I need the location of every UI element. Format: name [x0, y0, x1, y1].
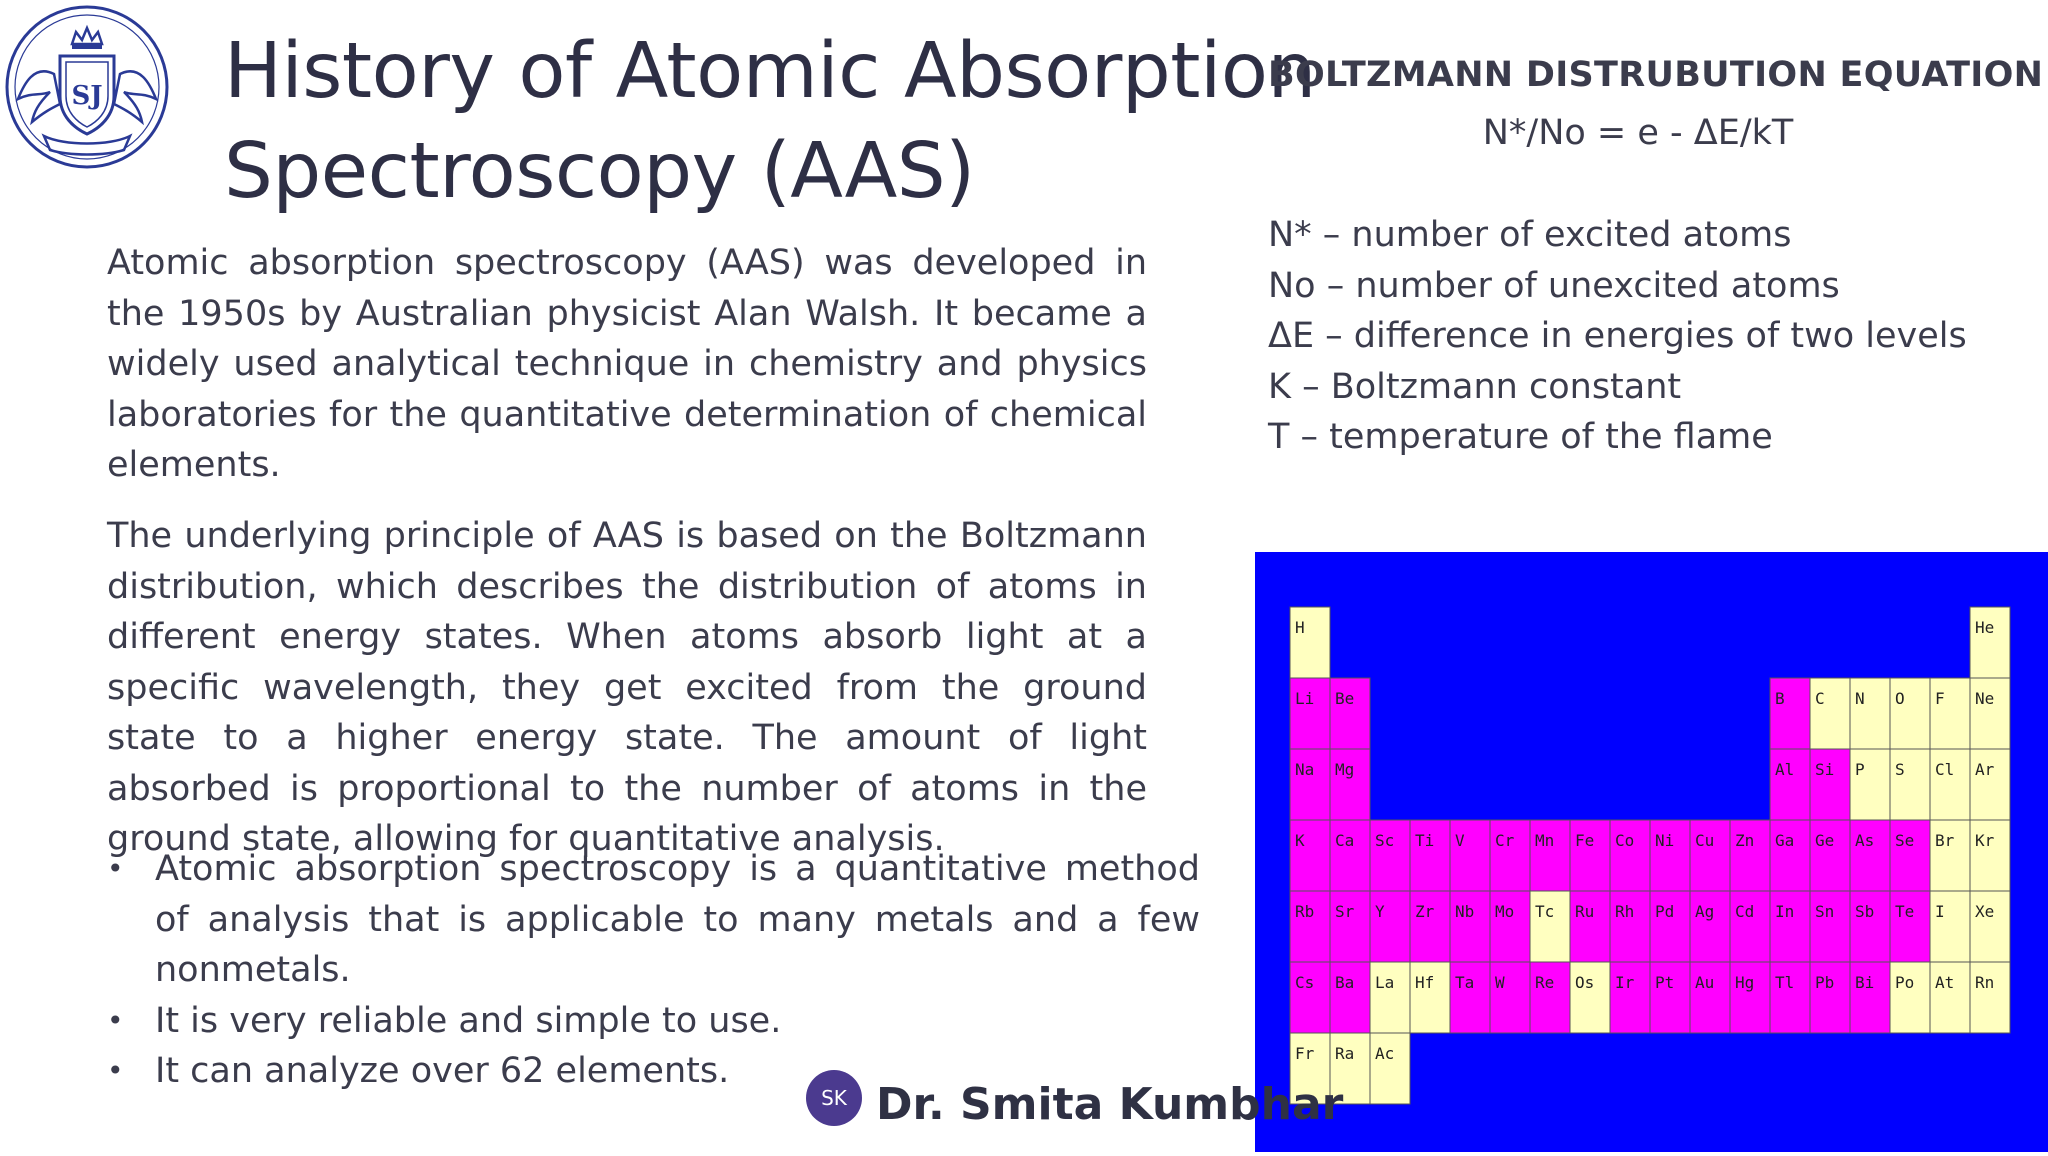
element-symbol: Ta: [1455, 973, 1475, 992]
element-cell: [1730, 891, 1770, 962]
element-cell: [1770, 749, 1810, 820]
element-cell: [1370, 962, 1410, 1033]
element-cell: [1770, 678, 1810, 749]
intro-paragraph: Atomic absorption spectroscopy (AAS) was developed in the 1950s by Australian physicist Alan Walsh. It became a widely used analytical technique in chemistry and physics laboratories for the quantitative determination of chemical elements.: [107, 243, 1147, 485]
element-symbol: Al: [1775, 760, 1795, 779]
element-symbol: Nb: [1455, 902, 1475, 921]
element-cell: [1970, 820, 2010, 891]
element-cell: [1970, 891, 2010, 962]
element-cell: [1690, 820, 1730, 891]
element-cell: [1690, 891, 1730, 962]
element-symbol: Sc: [1375, 831, 1395, 850]
element-symbol: Si: [1815, 760, 1835, 779]
bullet-text: It can analyze over 62 elements.: [155, 1051, 730, 1091]
element-symbol: Xe: [1975, 902, 1995, 921]
equation-formula: N*/No = e - ΔE/kT: [1482, 113, 1794, 153]
element-cell: [1330, 749, 1370, 820]
element-symbol: Ca: [1335, 831, 1355, 850]
element-symbol: Sb: [1855, 902, 1875, 921]
definition-item: N* – number of excited atoms: [1268, 215, 1792, 255]
element-cell: [1770, 891, 1810, 962]
element-symbol: Zr: [1415, 902, 1435, 921]
bullet-text: It is very reliable and simple to use.: [155, 1000, 782, 1041]
element-symbol: Cu: [1695, 831, 1715, 850]
element-symbol: Cr: [1495, 831, 1515, 850]
element-symbol: Ru: [1575, 902, 1595, 921]
element-cell: [1290, 607, 1330, 678]
element-cell: [1810, 749, 1850, 820]
element-symbol: O: [1895, 689, 1905, 708]
element-symbol: Na: [1295, 760, 1315, 779]
definition-list: [1268, 210, 1967, 463]
element-cell: [1290, 749, 1330, 820]
bullet-item: [107, 996, 1167, 1047]
element-cell: [1810, 891, 1850, 962]
element-symbol: Cs: [1295, 973, 1315, 992]
bullet-icon: •: [107, 1003, 124, 1037]
element-cell: [1370, 1033, 1410, 1104]
equation-heading: BOLTZMANN DISTRUBUTION EQUATION: [1268, 55, 2044, 95]
element-cell: [1570, 962, 1610, 1033]
element-symbol: V: [1455, 831, 1465, 850]
element-symbol: Hg: [1735, 973, 1755, 992]
definition-item: T – temperature of the flame: [1268, 417, 1773, 457]
element-symbol: Pd: [1655, 902, 1675, 921]
element-symbol: K: [1295, 831, 1305, 850]
element-symbol: Hf: [1415, 973, 1435, 992]
element-symbol: Te: [1895, 902, 1915, 921]
element-symbol: Ra: [1335, 1044, 1355, 1063]
element-cell: [1490, 891, 1530, 962]
element-cell: [1330, 891, 1370, 962]
element-symbol: Ir: [1615, 973, 1635, 992]
element-cell: [1730, 820, 1770, 891]
page-title: [224, 22, 1316, 222]
element-symbol: Sr: [1335, 902, 1355, 921]
element-cell: [1930, 891, 1970, 962]
element-symbol: Ge: [1815, 831, 1835, 850]
element-symbol: In: [1775, 902, 1795, 921]
element-symbol: Ga: [1775, 831, 1795, 850]
element-cell: [1890, 962, 1930, 1033]
element-cell: [1810, 962, 1850, 1033]
element-cell: [1930, 820, 1970, 891]
bullet-icon: •: [107, 1054, 124, 1087]
element-symbol: Ac: [1375, 1044, 1395, 1063]
definition-item: ΔE – difference in energies of two levels: [1268, 316, 1967, 356]
element-symbol: Pb: [1815, 973, 1835, 992]
element-cell: [1330, 962, 1370, 1033]
element-symbol: Mo: [1495, 902, 1515, 921]
element-symbol: Ti: [1415, 831, 1435, 850]
author-name: Dr. Smita Kumbhar: [876, 1079, 1344, 1130]
element-cell: [1570, 820, 1610, 891]
element-cell: [1290, 962, 1330, 1033]
element-cell: [1410, 891, 1450, 962]
element-symbol: Cd: [1735, 902, 1755, 921]
element-symbol: Ne: [1975, 689, 1995, 708]
element-cell: [1450, 962, 1490, 1033]
element-symbol: Fe: [1575, 831, 1595, 850]
element-cell: [1530, 962, 1570, 1033]
element-cell: [1530, 891, 1570, 962]
element-cell: [1330, 678, 1370, 749]
element-cell: [1850, 962, 1890, 1033]
element-symbol: Be: [1335, 689, 1355, 708]
element-symbol: Tc: [1535, 902, 1555, 921]
element-cell: [1850, 678, 1890, 749]
element-symbol: Br: [1935, 831, 1955, 850]
element-symbol: He: [1975, 618, 1995, 637]
element-symbol: Ni: [1655, 831, 1675, 850]
principle-paragraph: The underlying principle of AAS is based on the Boltzmann distribution, which describes the distribution of atoms in different energy states. When atoms absorb light at a specific wavelength, they get excited from the ground state to a higher energy state. The amount of light absorbed is proportional to the number of atoms in the ground state, allowing for quantitative analysis.: [107, 516, 1147, 859]
element-symbol: C: [1815, 689, 1825, 708]
element-cell: [1330, 820, 1370, 891]
element-symbol: Pt: [1655, 973, 1675, 992]
element-cell: [1290, 820, 1330, 891]
element-cell: [1690, 962, 1730, 1033]
element-symbol: N: [1855, 689, 1865, 708]
element-cell: [1930, 749, 1970, 820]
element-cell: [1890, 891, 1930, 962]
element-cell: [1890, 820, 1930, 891]
definition-item: K – Boltzmann constant: [1268, 366, 1682, 407]
element-cell: [1410, 962, 1450, 1033]
element-cell: [1370, 820, 1410, 891]
element-cell: [1370, 891, 1410, 962]
periodic-table-svg: [1255, 552, 2048, 1152]
title-line-2: Spectroscopy (AAS): [224, 127, 975, 216]
element-symbol: Y: [1375, 902, 1385, 921]
bullet-text: Atomic absorption spectroscopy is a quantitative method of analysis that is applicable to many metals and a few nonmetals.: [155, 849, 1200, 990]
element-symbol: Sn: [1815, 902, 1835, 921]
element-cell: [1490, 820, 1530, 891]
element-cell: [1810, 820, 1850, 891]
element-symbol: Re: [1535, 973, 1555, 992]
definition-item: No – number of unexcited atoms: [1268, 265, 1840, 306]
element-symbol: Fr: [1295, 1044, 1315, 1063]
element-symbol: Co: [1615, 831, 1635, 850]
element-cell: [1450, 820, 1490, 891]
element-symbol: Cl: [1935, 760, 1955, 779]
element-symbol: Mg: [1335, 760, 1355, 779]
element-symbol: Ag: [1695, 902, 1715, 921]
element-cell: [1970, 749, 2010, 820]
element-cell: [1890, 678, 1930, 749]
element-cell: [1930, 678, 1970, 749]
element-cell: [1490, 962, 1530, 1033]
element-cell: [1290, 891, 1330, 962]
element-cell: [1970, 962, 2010, 1033]
element-cell: [1570, 891, 1610, 962]
element-symbol: W: [1495, 973, 1505, 992]
element-symbol: F: [1935, 689, 1945, 708]
element-cell: [1410, 820, 1450, 891]
element-symbol: Mn: [1535, 831, 1555, 850]
title-line-1: History of Atomic Absorption: [224, 27, 1316, 116]
element-symbol: Rh: [1615, 902, 1635, 921]
element-cell: [1890, 749, 1930, 820]
element-symbol: Ba: [1335, 973, 1355, 992]
bullet-icon: •: [107, 852, 124, 885]
element-cell: [1930, 962, 1970, 1033]
bullet-list: [107, 844, 1200, 1097]
element-cell: [1770, 820, 1810, 891]
element-cell: [1770, 962, 1810, 1033]
element-symbol: Rb: [1295, 902, 1315, 921]
element-symbol: B: [1775, 689, 1785, 708]
element-symbol: S: [1895, 760, 1905, 779]
element-symbol: Ar: [1975, 760, 1995, 779]
element-symbol: Au: [1695, 973, 1715, 992]
element-symbol: Rn: [1975, 973, 1995, 992]
element-cell: [1730, 962, 1770, 1033]
element-cell: [1850, 820, 1890, 891]
logo-letters: SJ: [71, 81, 103, 111]
element-symbol: Kr: [1975, 831, 1995, 850]
element-cell: [1530, 820, 1570, 891]
element-cell: [1970, 678, 2010, 749]
element-cell: [1610, 962, 1650, 1033]
element-symbol: At: [1935, 973, 1955, 992]
element-cell: [1610, 891, 1650, 962]
bullet-item: [107, 844, 1200, 996]
element-cell: [1650, 962, 1690, 1033]
element-cell: [1610, 820, 1650, 891]
element-symbol: Bi: [1855, 973, 1875, 992]
element-symbol: La: [1375, 973, 1395, 992]
element-symbol: Li: [1295, 689, 1315, 708]
element-symbol: Po: [1895, 973, 1915, 992]
element-cell: [1850, 749, 1890, 820]
element-cell: [1970, 607, 2010, 678]
element-symbol: Os: [1575, 973, 1595, 992]
element-symbol: P: [1855, 760, 1865, 779]
avatar: SK: [806, 1070, 862, 1126]
element-symbol: H: [1295, 618, 1305, 637]
element-cell: [1810, 678, 1850, 749]
element-symbol: Tl: [1775, 973, 1795, 992]
element-symbol: As: [1855, 831, 1875, 850]
element-cell: [1650, 891, 1690, 962]
element-symbol: Zn: [1735, 831, 1755, 850]
element-cell: [1850, 891, 1890, 962]
element-cell: [1290, 678, 1330, 749]
element-symbol: I: [1935, 902, 1945, 921]
crest-logo-icon: [4, 4, 170, 170]
element-cell: [1450, 891, 1490, 962]
element-symbol: Se: [1895, 831, 1915, 850]
periodic-table-image: [1255, 552, 2048, 1152]
element-cell: [1650, 820, 1690, 891]
